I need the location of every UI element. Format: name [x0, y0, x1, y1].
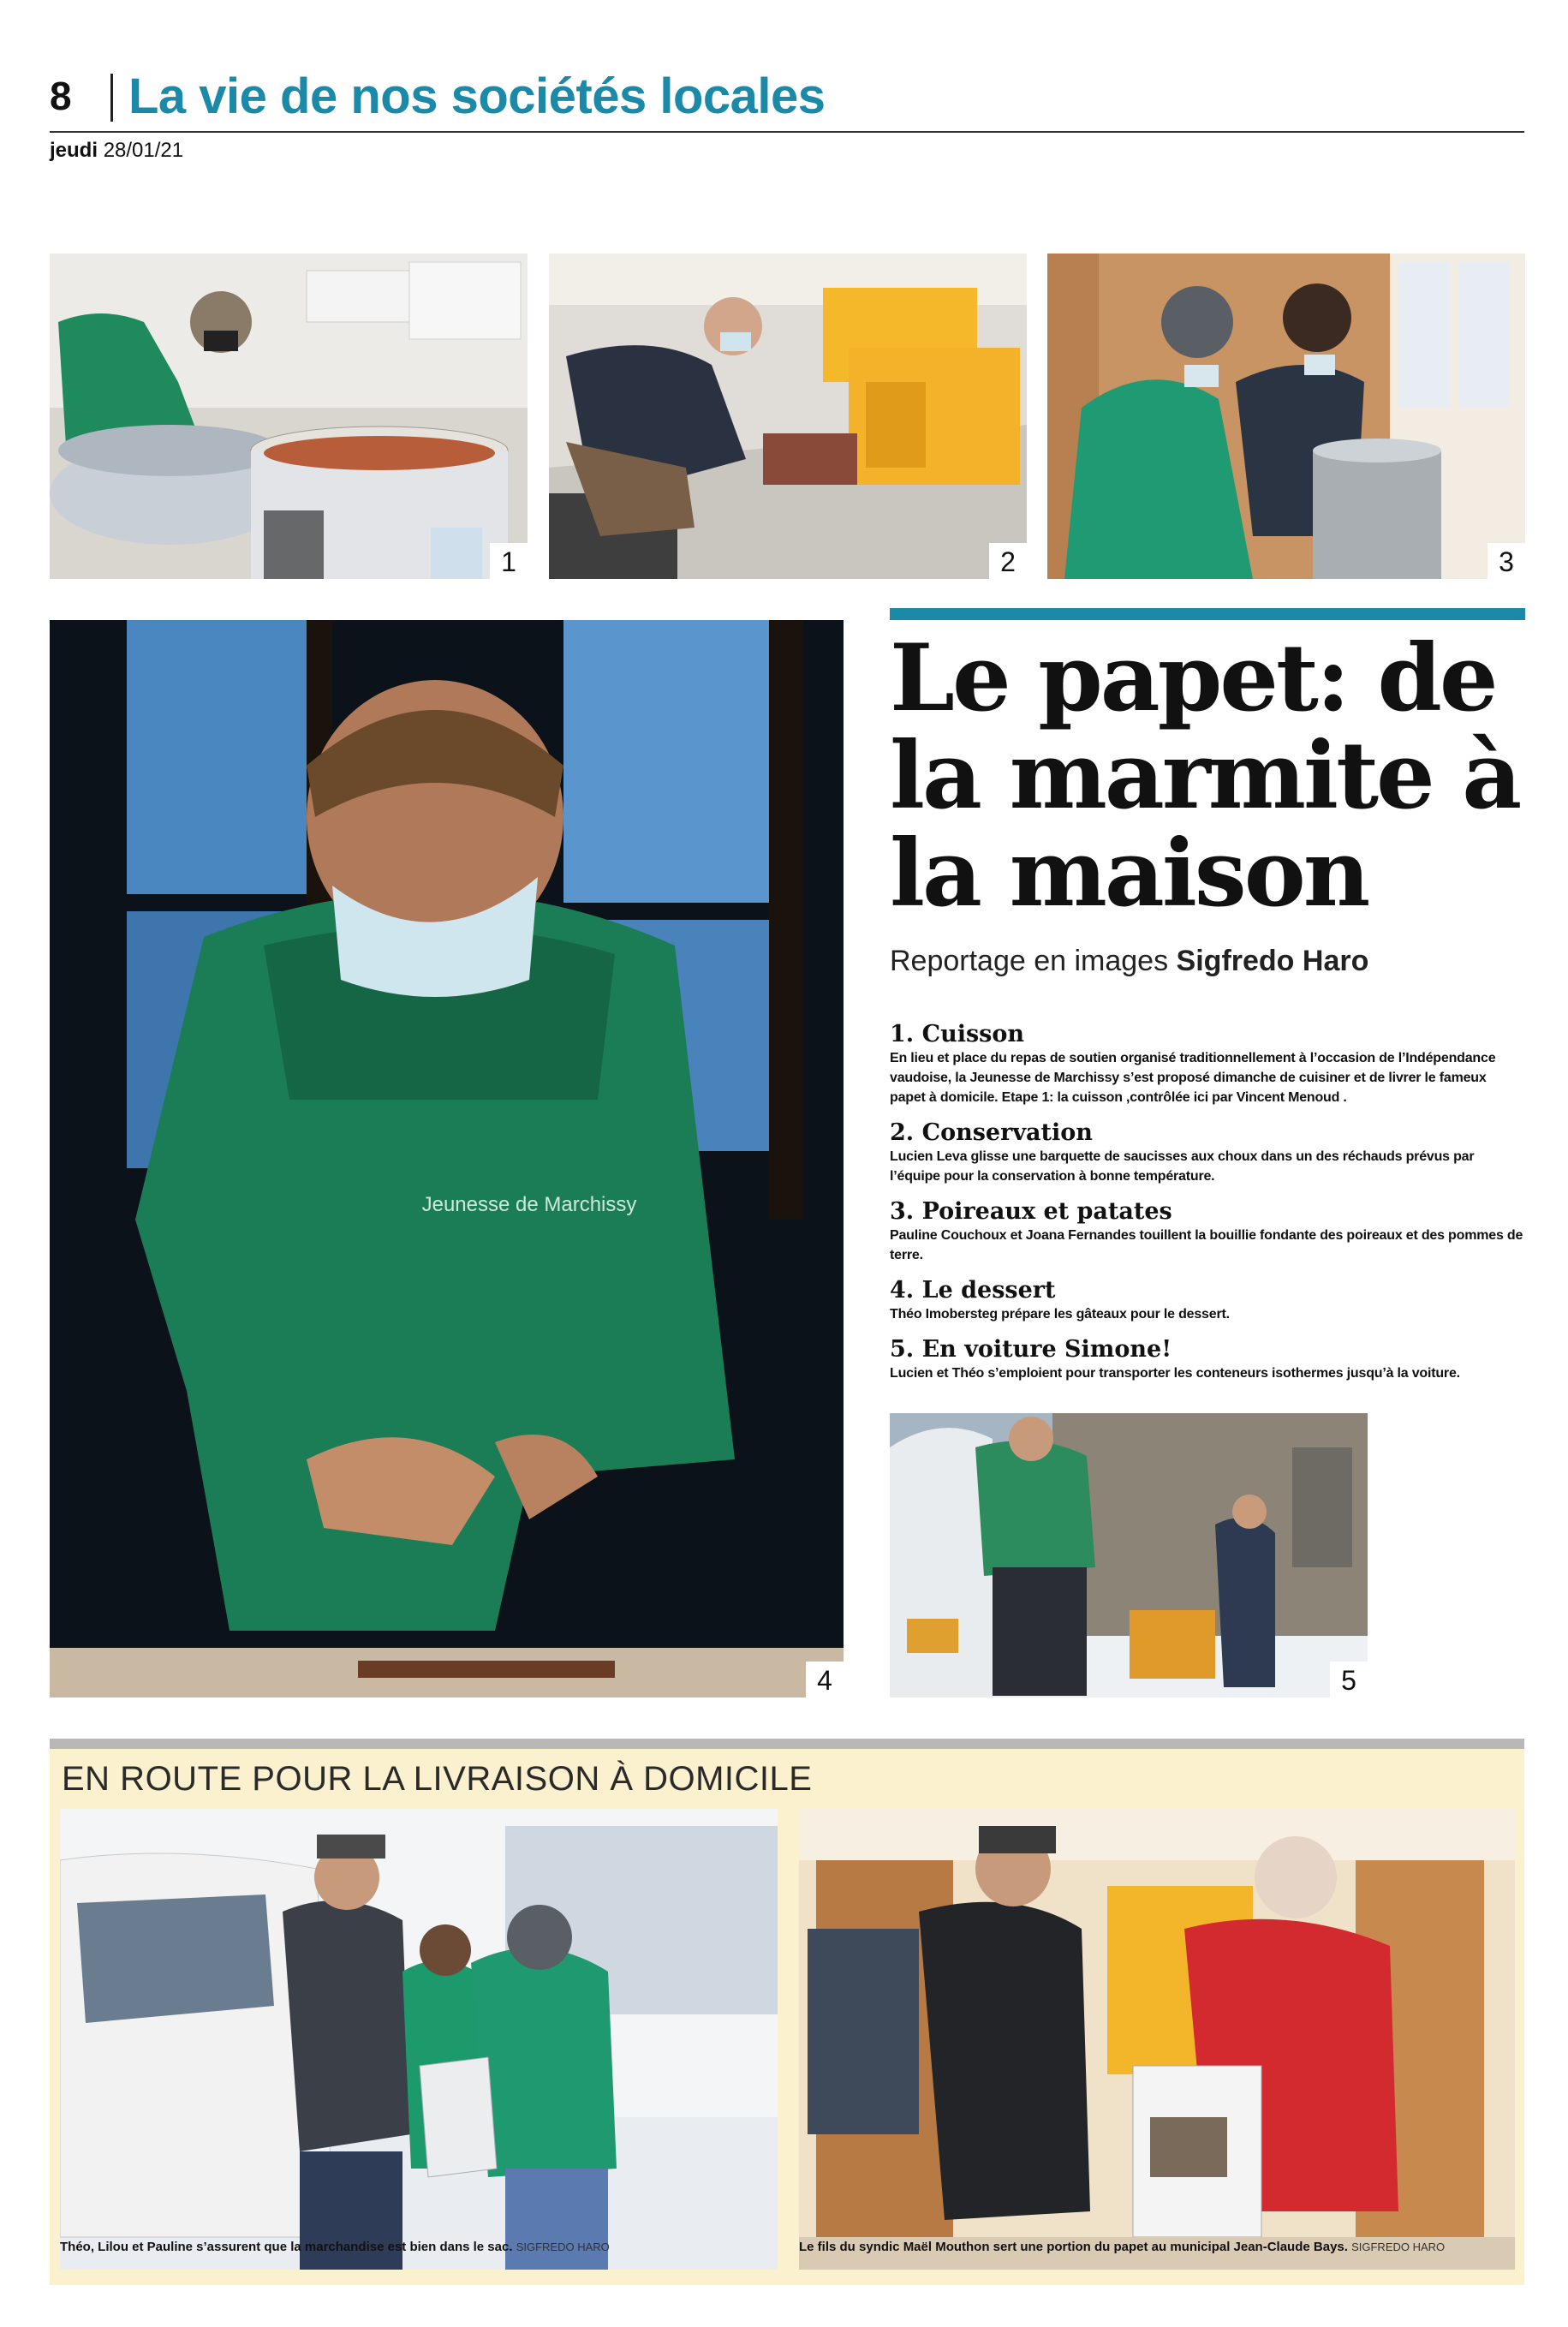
- photo-2-illustration: [549, 254, 1027, 579]
- delivery-photo-1: [60, 1809, 778, 2270]
- caption-item: [890, 1336, 1525, 1383]
- caption-title: 1. Cuisson: [890, 1021, 1025, 1047]
- photo-2-number: 2: [989, 543, 1027, 579]
- publication-date: [50, 137, 183, 164]
- caption-text: En lieu et place du repas de soutien organisé traditionnellement à l’occasion de l’Indépendance vaudoise, la Jeunesse de Marchissy s’est proposé dimanche de cuisiner et de livrer le fameux papet à domicile. Etape 1: la cuisson ,contrôlée ici par Vincent Menoud .: [890, 1051, 1496, 1105]
- photo-3-number: 3: [1488, 543, 1525, 579]
- photo-captions-list: [890, 1021, 1525, 1395]
- photo-4-shirt-text: Jeunesse de Marchissy: [421, 1193, 637, 1216]
- caption-item: [890, 1021, 1525, 1107]
- caption-text: Lucien Leva glisse une barquette de saucisses aux choux dans un des réchauds prévus par l’équipe pour la conservation à bonne température.: [890, 1149, 1475, 1184]
- article-headline: Le papet: de la marmite à la maison: [890, 624, 1520, 928]
- delivery-box-title: EN ROUTE POUR LA LIVRAISON À DOMICILE: [62, 1760, 813, 1798]
- caption-title: 2. Conservation: [890, 1119, 1093, 1146]
- photo-5-en-voiture: [890, 1413, 1368, 1698]
- caption-text: Lucien et Théo s’emploient pour transporter les conteneurs isothermes jusqu’à la voiture.: [890, 1366, 1460, 1381]
- delivery-photo-2: [799, 1809, 1515, 2270]
- caption-text: Le fils du syndic Maël Mouthon sert une portion du papet au municipal Jean-Claude Bays.: [799, 2240, 1348, 2254]
- byline-author: Sigfredo Haro: [1176, 945, 1369, 977]
- photo-4-dessert: [50, 620, 844, 1698]
- photo-3-illustration: [1047, 254, 1525, 579]
- article-accent-bar: [890, 608, 1525, 620]
- delivery-photo-2-caption: [799, 2238, 1445, 2257]
- photo-credit: SIGFREDO HARO: [1351, 2240, 1446, 2253]
- photo-5-number: 5: [1330, 1662, 1368, 1698]
- section-title: La vie de nos sociétés locales: [128, 69, 826, 124]
- photo-3-poireaux-patates: [1047, 254, 1525, 579]
- photo-1-number: 1: [490, 543, 528, 579]
- header-rule: [50, 131, 1524, 133]
- article-byline: [890, 942, 1368, 980]
- page-number: 8: [50, 74, 72, 118]
- delivery-box: [50, 1739, 1524, 2285]
- photo-1-illustration: [50, 254, 528, 579]
- caption-text: Pauline Couchoux et Joana Fernandes touillent la bouillie fondante des poireaux et des pommes de terre.: [890, 1228, 1523, 1262]
- photo-5-illustration: [890, 1413, 1368, 1698]
- caption-title: 4. Le dessert: [890, 1277, 1056, 1304]
- caption-item: [890, 1198, 1525, 1265]
- delivery-photo-1-illustration: [60, 1809, 778, 2270]
- date-value: 28/01/21: [103, 139, 184, 162]
- photo-4-illustration: [50, 620, 844, 1698]
- caption-item: [890, 1119, 1525, 1186]
- delivery-photo-2-illustration: [799, 1809, 1515, 2270]
- caption-text: Théo Imobersteg prépare les gâteaux pour le dessert.: [890, 1307, 1230, 1322]
- photo-1-cooking: [50, 254, 528, 579]
- delivery-box-top-bar: [50, 1739, 1524, 1749]
- header-separator: [110, 74, 113, 122]
- caption-title: 3. Poireaux et patates: [890, 1198, 1172, 1225]
- byline-prefix: Reportage en images: [890, 945, 1169, 977]
- caption-text: Théo, Lilou et Pauline s’assurent que la marchandise est bien dans le sac.: [60, 2240, 513, 2254]
- caption-item: [890, 1277, 1525, 1324]
- delivery-photo-1-caption: [60, 2238, 610, 2257]
- photo-4-number: 4: [806, 1662, 844, 1698]
- photo-2-conservation: [549, 254, 1027, 579]
- photo-credit: SIGFREDO HARO: [516, 2240, 610, 2253]
- date-day: jeudi: [50, 139, 98, 162]
- caption-title: 5. En voiture Simone!: [890, 1336, 1172, 1363]
